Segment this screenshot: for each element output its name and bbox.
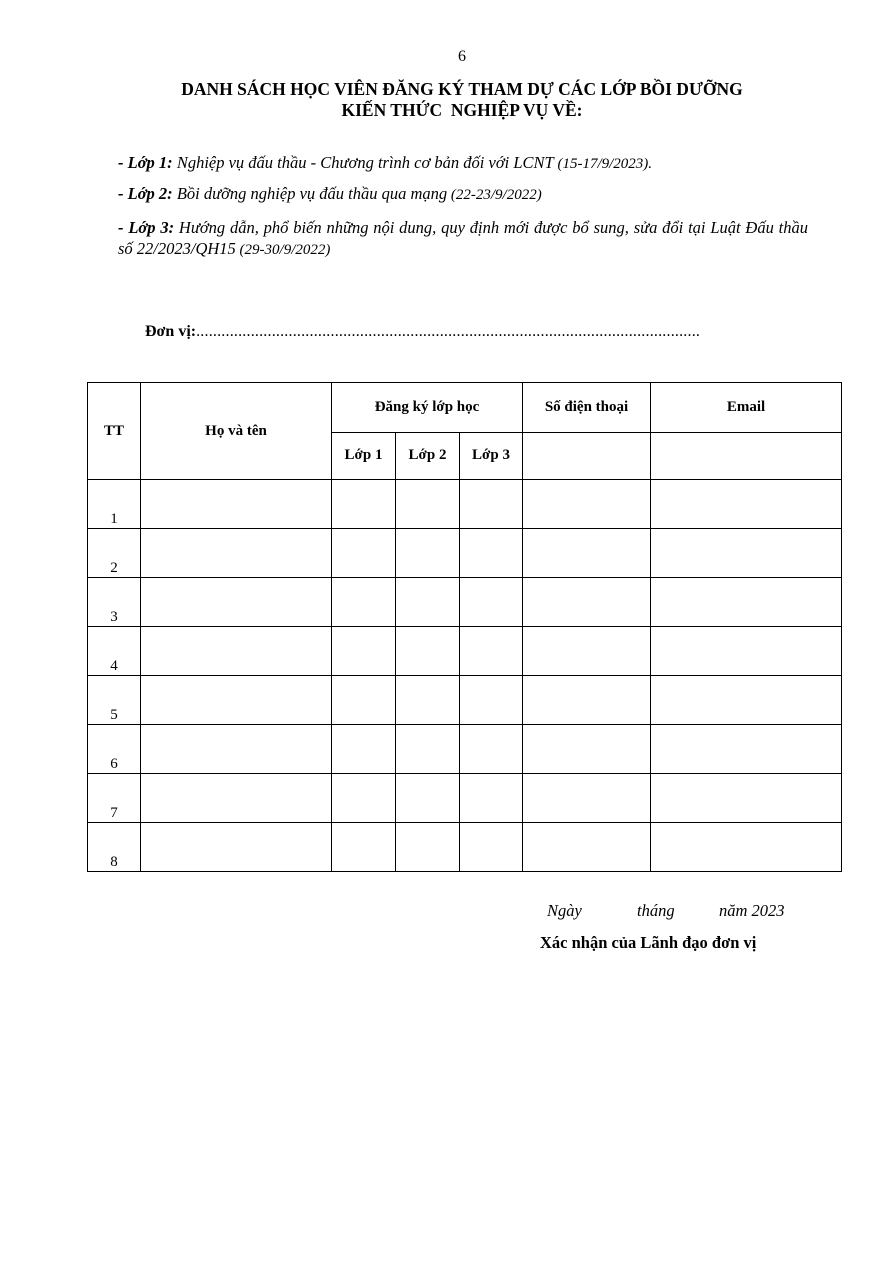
header-class-2: Lớp 2 [396,432,460,480]
cell-tt: 5 [88,676,141,725]
header-phone: Số điện thoại [523,383,651,433]
cell-class-2[interactable] [396,627,460,676]
cell-class-2[interactable] [396,676,460,725]
class-item-1 [118,152,808,175]
cell-name[interactable] [141,529,332,578]
unit-label: Đơn vị: [145,323,197,340]
header-email: Email [651,383,842,433]
header-tt: TT [88,383,141,480]
class-text: Bồi dưỡng nghiệp vụ đấu thầu qua mạng [172,184,448,203]
cell-email[interactable] [651,529,842,578]
cell-class-2[interactable] [396,480,460,529]
class-item-2 [118,183,808,206]
class-label: - Lớp 2: [118,184,173,203]
cell-tt: 3 [88,578,141,627]
cell-phone[interactable] [523,823,651,872]
cell-email[interactable] [651,578,842,627]
cell-class-3[interactable] [460,627,523,676]
cell-email[interactable] [651,480,842,529]
header-phone-blank [523,432,651,480]
cell-tt: 7 [88,774,141,823]
cell-tt: 4 [88,627,141,676]
cell-tt: 2 [88,529,141,578]
cell-name[interactable] [141,480,332,529]
cell-class-3[interactable] [460,578,523,627]
class-dates: (29-30/9/2022) [235,242,331,258]
cell-class-1[interactable] [332,725,396,774]
cell-class-1[interactable] [332,676,396,725]
header-class-3: Lớp 3 [460,432,523,480]
page-number: 6 [458,48,466,65]
cell-class-2[interactable] [396,774,460,823]
date-month-label: tháng [637,901,675,920]
cell-name[interactable] [141,578,332,627]
cell-email[interactable] [651,725,842,774]
class-label: - Lớp 1: [118,153,173,172]
title-line-2: KIẾN THỨC NGHIỆP VỤ VỀ: [341,100,583,120]
cell-name[interactable] [141,725,332,774]
cell-class-3[interactable] [460,480,523,529]
document-title [0,79,893,121]
class-dates: (22-23/9/2022) [447,187,542,203]
cell-phone[interactable] [523,774,651,823]
cell-tt: 1 [88,480,141,529]
cell-class-1[interactable] [332,823,396,872]
cell-phone[interactable] [523,725,651,774]
cell-class-2[interactable] [396,578,460,627]
class-dates: (15-17/9/2023). [553,156,653,172]
table-row [88,578,842,627]
table-row [88,676,842,725]
cell-name[interactable] [141,676,332,725]
cell-phone[interactable] [523,529,651,578]
cell-class-1[interactable] [332,480,396,529]
cell-class-1[interactable] [332,529,396,578]
registration-table [87,382,842,872]
title-line-1: DANH SÁCH HỌC VIÊN ĐĂNG KÝ THAM DỰ CÁC LỚP BỒI DƯỠNG [181,79,743,99]
class-text: Hướng dẫn, phổ biến những nội dung, quy định mới được bổ sung, sửa đổi tại Luật Đấu thầu số 22/2023/QH15 [118,218,808,258]
table-row [88,774,842,823]
cell-email[interactable] [651,774,842,823]
header-email-blank [651,432,842,480]
cell-email[interactable] [651,823,842,872]
table-row [88,627,842,676]
unit-blank-line[interactable]: ........................................................................................................................ [196,323,701,340]
date-line [547,901,785,921]
header-class-1: Lớp 1 [332,432,396,480]
cell-class-2[interactable] [396,725,460,774]
cell-name[interactable] [141,774,332,823]
table-row [88,529,842,578]
cell-phone[interactable] [523,676,651,725]
class-label: - Lớp 3: [118,218,175,237]
date-day-label: Ngày [547,901,582,920]
cell-phone[interactable] [523,578,651,627]
cell-email[interactable] [651,676,842,725]
table-row [88,725,842,774]
cell-class-2[interactable] [396,823,460,872]
leader-confirmation: Xác nhận của Lãnh đạo đơn vị [540,933,757,952]
date-year-label: năm 2023 [719,901,785,920]
cell-class-3[interactable] [460,676,523,725]
cell-class-1[interactable] [332,578,396,627]
cell-class-2[interactable] [396,529,460,578]
cell-phone[interactable] [523,627,651,676]
cell-name[interactable] [141,823,332,872]
cell-tt: 8 [88,823,141,872]
class-item-3 [118,217,808,261]
cell-name[interactable] [141,627,332,676]
unit-field [145,323,700,341]
cell-class-3[interactable] [460,529,523,578]
cell-class-3[interactable] [460,774,523,823]
cell-class-1[interactable] [332,627,396,676]
cell-class-1[interactable] [332,774,396,823]
cell-phone[interactable] [523,480,651,529]
table-row [88,480,842,529]
class-text: Nghiệp vụ đấu thầu - Chương trình cơ bản đối với LCNT [172,153,554,172]
header-register: Đăng ký lớp học [332,383,523,433]
header-name: Họ và tên [141,383,332,480]
cell-class-3[interactable] [460,725,523,774]
cell-email[interactable] [651,627,842,676]
table-row [88,823,842,872]
cell-class-3[interactable] [460,823,523,872]
cell-tt: 6 [88,725,141,774]
